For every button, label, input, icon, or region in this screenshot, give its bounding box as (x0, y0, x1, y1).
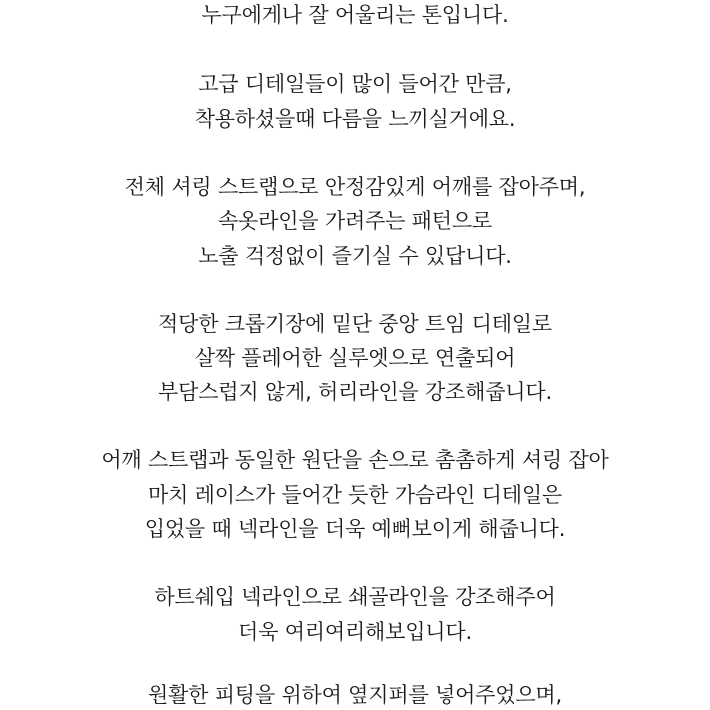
description-line: 부담스럽지 않게, 허리라인을 강조해줍니다. (158, 380, 552, 404)
description-line: 하트쉐입 넥라인으로 쇄골라인을 강조해주어 (154, 585, 556, 609)
description-line: 더욱 여리여리해보입니다. (238, 620, 472, 644)
description-line: 어깨 스트랩과 동일한 원단을 손으로 촘촘하게 셔링 잡아 (101, 448, 609, 472)
description-line: 입었을 때 넥라인을 더욱 예뻐보이게 해줍니다. (144, 517, 566, 541)
description-line: 마치 레이스가 들어간 듯한 가슴라인 디테일은 (147, 483, 562, 507)
description-line: 원활한 피팅을 위하여 옆지퍼를 넣어주었으며, (147, 683, 562, 707)
description-line: 속옷라인을 가려주는 패턴으로 (217, 209, 493, 233)
description-line: 적당한 크롭기장에 밑단 중앙 트임 디테일로 (158, 312, 552, 336)
description-line: 살짝 플레어한 실루엣으로 연출되어 (194, 346, 516, 370)
description-line: 착용하셨을때 다름을 느끼실거에요. (194, 107, 516, 131)
description-line: 고급 디테일들이 많이 들어간 만큼, (198, 72, 512, 96)
description-line: 누구에게나 잘 어울리는 톤입니다. (201, 3, 509, 27)
description-line: 노출 걱정없이 즐기실 수 있답니다. (198, 244, 512, 268)
description-line: 전체 셔링 스트랩으로 안정감있게 어깨를 잡아주며, (124, 175, 586, 199)
